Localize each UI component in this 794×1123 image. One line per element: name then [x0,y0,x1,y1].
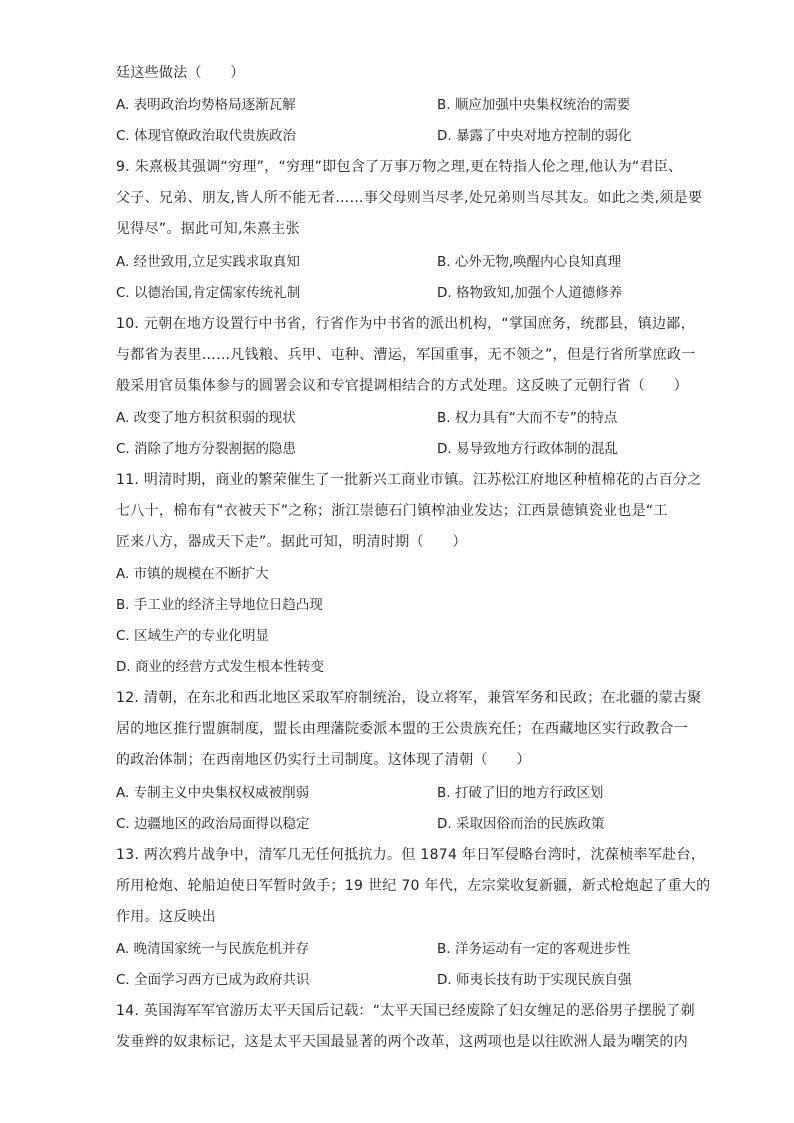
option-11d[interactable]: D. 商业的经营方式发生根本性转变 [116,659,324,675]
option-12b[interactable]: B. 打破了旧的地方行政区划 [437,785,604,801]
question-text-line: 七八十，棉布有“衣被天下”之称；浙江崇德石门镇榨油业发达；江西景德镇瓷业也是“工 [116,503,668,519]
option-12d[interactable]: D. 采取因俗而治的民族政策 [437,816,605,832]
option-10c[interactable]: C. 消除了地方分裂割据的隐患 [116,441,297,457]
option-9c[interactable]: C. 以德治国,肯定儒家传统礼制 [116,285,301,301]
option-8a[interactable]: A. 表明政治均势格局逐渐瓦解 [116,97,296,113]
question-text-line: 与都省为表里……凡钱粮、兵甲、屯种、漕运，军国重事，无不领之”，但是行省所掌庶政一 [116,347,696,363]
option-12c[interactable]: C. 边疆地区的政治局面得以稳定 [116,816,310,832]
question-13-stem: 13. 两次鸦片战争中，清军几无任何抵抗力。但 1874 年日军侵略台湾时，沈葆桢率军赴台， [116,847,706,863]
option-13d[interactable]: D. 师夷长技有助于实现民族自强 [437,972,632,988]
question-11-stem: 11. 明清时期，商业的繁荣催生了一批新兴工商业市镇。江苏松江府地区种植棉花的占百分之 [116,472,702,488]
option-11c[interactable]: C. 区域生产的专业化明显 [116,628,270,644]
question-9-stem: 9. 朱熹极其强调“穷理”，“穷理”即包含了万事万物之理,更在特指人伦之理,他认为“君臣、 [116,159,683,175]
question-text-line: 的政治体制；在西南地区仍实行土司制度。这体现了清朝（ ） [116,752,531,768]
question-text-line: 所用枪炮、轮船迫使日军暂时敛手；19 世纪 70 年代，左宗棠收复新疆，新式枪炮起了重大的 [116,878,711,894]
option-9b[interactable]: B. 心外无物,唤醒内心良知真理 [437,254,622,270]
question-14-stem: 14. 英国海军军官游历太平天国后记载：“太平天国已经废除了妇女缠足的恶俗男子摆脱了剃 [116,1003,695,1019]
question-text-line: 般采用官员集体参与的圆署会议和专官提调相结合的方式处理。这反映了元朝行省（ ） [116,378,688,394]
option-13c[interactable]: C. 全面学习西方已成为政府共识 [116,972,310,988]
question-10-stem: 10. 元朝在地方设置行中书省，行省作为中书省的派出机构，“掌国庶务，统郡县，镇边鄙， [116,316,695,332]
option-8d[interactable]: D. 暴露了中央对地方控制的弱化 [437,128,632,144]
question-12-stem: 12. 清朝，在东北和西北地区采取军府制统治，设立将军，兼管军务和民政；在北疆的蒙古聚 [116,690,702,706]
option-9d[interactable]: D. 格物致知,加强个人道德修养 [437,285,623,301]
question-text-line: 居的地区推行盟旗制度，盟长由理藩院委派本盟的王公贵族充任；在西藏地区实行政教合一 [116,721,688,737]
option-13b[interactable]: B. 洋务运动有一定的客观进步性 [437,941,631,957]
option-8b[interactable]: B. 顺应加强中央集权统治的需要 [437,97,631,113]
question-text-line: 廷这些做法（ ） [116,65,245,81]
option-8c[interactable]: C. 体现官僚政治取代贵族政治 [116,128,297,144]
option-10d[interactable]: D. 易导致地方行政体制的混乱 [437,441,618,457]
question-text-line: 发垂辫的奴隶标记，这是太平天国最显著的两个改革，这两项也是以往欧洲人最为嘲笑的内 [116,1034,688,1050]
question-text-line: 作用。这反映出 [116,909,217,925]
option-11a[interactable]: A. 市镇的规模在不断扩大 [116,566,269,582]
option-11b[interactable]: B. 手工业的经济主导地位日趋凸现 [116,597,323,613]
option-10a[interactable]: A. 改变了地方积贫积弱的现状 [116,410,296,426]
option-12a[interactable]: A. 专制主义中央集权权威被削弱 [116,785,310,801]
question-text-line: 父子、兄弟、朋友,皆人所不能无者……事父母则当尽孝,处兄弟则当尽其友。如此之类,须是要 [116,190,703,206]
option-9a[interactable]: A. 经世致用,立足实践求取真知 [116,254,300,270]
option-13a[interactable]: A. 晚清国家统一与民族危机并存 [116,941,310,957]
question-text-line: 匠来八方，器成天下走”。据此可知，明清时期（ ） [116,534,467,550]
option-10b[interactable]: B. 权力具有“大而不专”的特点 [437,410,618,426]
question-text-line: 见得尽”。据此可知,朱熹主张 [116,221,300,237]
